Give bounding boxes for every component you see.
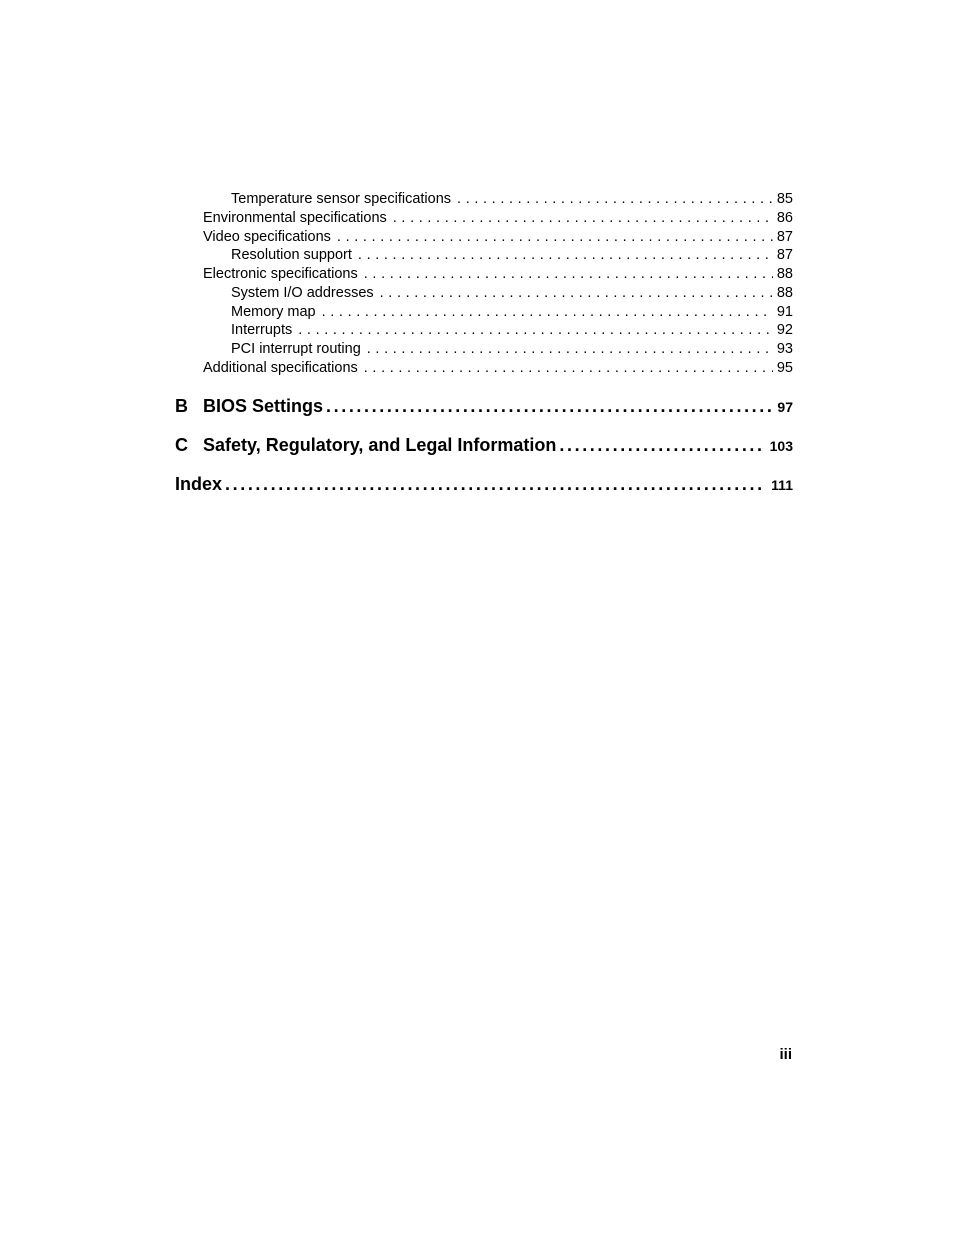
dot-leader (225, 473, 765, 495)
toc-entry-title: Temperature sensor specifications (231, 191, 452, 207)
toc-entry[interactable] (175, 321, 793, 340)
toc-entry-title: Electronic specifications (203, 266, 358, 282)
dot-leader (559, 434, 763, 456)
toc-entry-page: 88 (776, 284, 793, 301)
toc-entry[interactable] (175, 228, 793, 247)
dot-leader (364, 359, 773, 378)
toc-entry-title: PCI interrupt routing (231, 341, 361, 357)
dot-leader (393, 209, 773, 228)
toc-entry-title: Memory map (231, 303, 316, 320)
toc-entry[interactable] (175, 246, 793, 265)
toc-entry[interactable] (175, 359, 793, 378)
dot-leader (326, 395, 771, 417)
dot-leader (364, 265, 773, 284)
toc-entry-title: Interrupts (231, 322, 293, 339)
toc-chapter-page: 103 (769, 437, 793, 454)
toc-entry-page: 86 (776, 209, 793, 226)
toc-entry[interactable] (175, 303, 793, 322)
toc-entry-title: System I/O addresses (231, 284, 374, 301)
chapter-letter: C (175, 434, 188, 455)
toc-entry-page: 95 (776, 359, 793, 376)
toc-chapter-title: Index (175, 473, 223, 494)
toc-entry-page: 92 (776, 322, 793, 339)
toc-entry-page: 87 (776, 247, 793, 264)
toc-entry-page: 88 (776, 266, 793, 282)
toc-entry-page: 85 (776, 191, 793, 207)
toc-entry-page: 91 (776, 303, 793, 320)
dot-leader (337, 228, 773, 247)
toc-entry-title: Environmental specifications (203, 209, 387, 226)
page-number: iii (779, 1046, 792, 1063)
chapter-title-text: BIOS Settings (203, 395, 324, 416)
toc-chapter-title (175, 395, 323, 417)
table-of-contents (175, 190, 793, 495)
toc-entry[interactable] (175, 265, 793, 284)
toc-entry-page: 87 (776, 228, 793, 245)
toc-entry-title: Resolution support (231, 247, 352, 264)
toc-chapter-page: 97 (777, 398, 793, 415)
toc-chapter-b[interactable] (175, 395, 793, 417)
toc-index[interactable] (175, 473, 793, 495)
dot-leader (367, 340, 773, 359)
toc-entry[interactable] (175, 209, 793, 228)
chapter-letter: B (175, 395, 188, 416)
toc-entry-title: Additional specifications (203, 359, 358, 376)
toc-chapter-page: 111 (771, 476, 793, 493)
toc-entry[interactable] (175, 284, 793, 303)
dot-leader (298, 321, 773, 340)
toc-chapter-title (175, 434, 556, 456)
toc-entry-page: 93 (776, 341, 793, 357)
toc-entry-title: Video specifications (203, 228, 331, 245)
dot-leader (380, 284, 773, 303)
chapter-title-text: Safety, Regulatory, and Legal Information (203, 434, 557, 455)
toc-entry[interactable] (175, 190, 793, 209)
toc-chapter-c[interactable] (175, 434, 793, 456)
dot-leader (457, 190, 773, 209)
dot-leader (358, 246, 773, 265)
toc-entry[interactable] (175, 340, 793, 359)
dot-leader (322, 303, 773, 322)
